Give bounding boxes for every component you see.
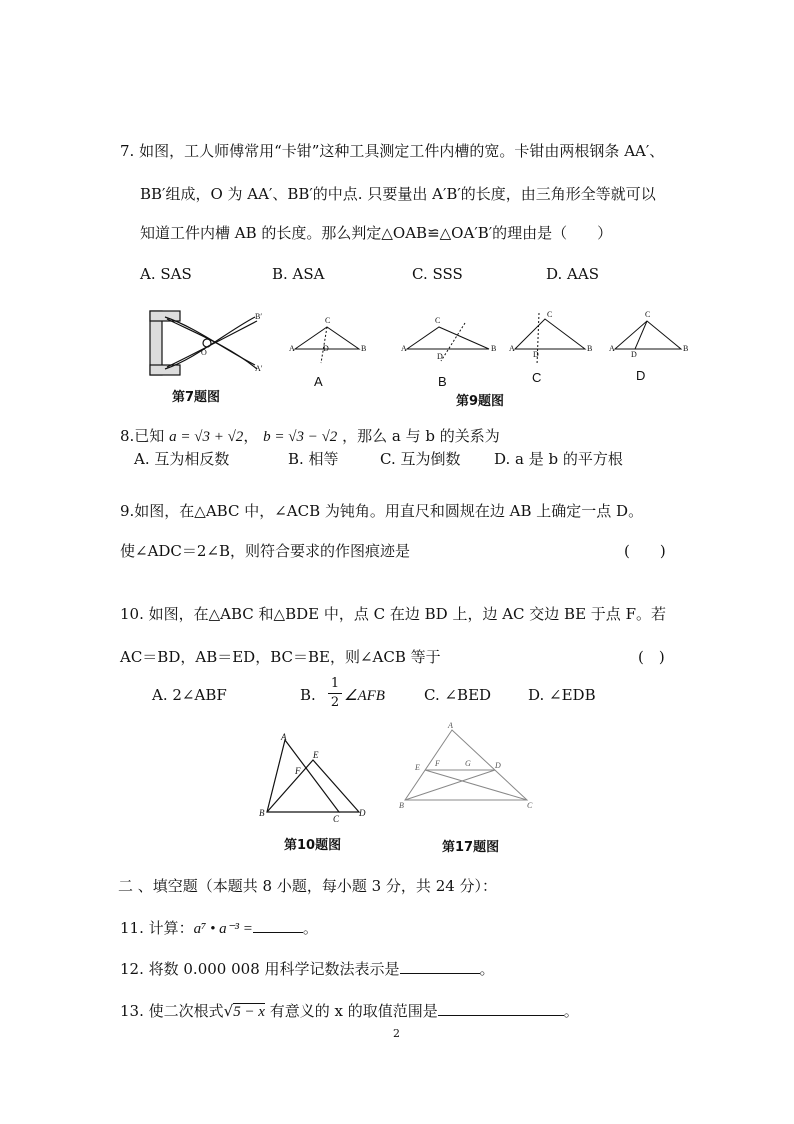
svg-text:A: A (289, 344, 295, 353)
svg-text:B′: B′ (255, 312, 263, 321)
fig10-caption: 第10题图 (284, 838, 342, 853)
q7-line1: 7. 如图，工人师傅常用“卡钳”这种工具测定工件内槽的宽。卡钳由两根钢条 AA′、 (120, 142, 665, 160)
svg-text:D: D (533, 350, 539, 359)
svg-text:B: B (683, 344, 689, 353)
q12-tail: 。 (479, 960, 495, 978)
q7-line2: BB′组成，O 为 AA′、BB′的中点. 只要量出 A′B′的长度，由三角形全等就可以 (140, 185, 656, 203)
fig9-label-a: A (314, 374, 323, 389)
fig10-figure (259, 732, 366, 824)
svg-text:D: D (495, 761, 501, 770)
svg-text:A′: A′ (255, 364, 263, 373)
svg-text:E: E (415, 763, 420, 772)
q10-answer-paren: ( ) (638, 648, 665, 666)
svg-text:A: A (448, 721, 453, 730)
svg-text:C: C (645, 310, 651, 319)
q8-option-a: A. 互为相反数 (134, 450, 230, 468)
q10-option-b: B. (300, 686, 316, 704)
q10-option-b-tail: ∠AFB (344, 688, 385, 704)
svg-text:D: D (359, 808, 366, 818)
svg-text:A: A (509, 344, 515, 353)
caliper-figure (150, 311, 263, 375)
fig9-option-b (401, 316, 496, 361)
q10-option-c: C. ∠BED (424, 686, 492, 704)
fig9-option-d (609, 310, 688, 359)
fig9-option-c (509, 310, 592, 365)
q12-prefix: 12. 将数 0.000 008 用科学记数法表示是 (120, 960, 400, 978)
q8-option-b: B. 相等 (288, 450, 339, 468)
q9-line1: 9.如图，在△ABC 中，∠ACB 为钝角。用直尺和圆规在边 AB 上确定一点 D。 (120, 502, 644, 520)
fig7-caption: 第7题图 (172, 390, 221, 405)
q11-prefix: 11. 计算： (120, 919, 194, 937)
sqrt-symbol: √ (223, 1002, 234, 1020)
q8-a-expr: a = √3 + √2 (169, 429, 244, 445)
q8-option-d: D. a 是 b 的平方根 (494, 450, 623, 468)
fig9-caption: 第9题图 (456, 394, 505, 409)
q13-radicand: 5 − x (233, 1004, 265, 1020)
fig9-label-b: B (438, 374, 447, 389)
svg-text:C: C (547, 310, 553, 319)
svg-text:E: E (313, 750, 319, 760)
q11-expr: a⁷ • a⁻³ = (193, 921, 253, 937)
q10-line1: 10. 如图，在△ABC 和△BDE 中，点 C 在边 BD 上，边 AC 交边 BE 于点 F。若 (120, 605, 666, 623)
page-number: 2 (393, 1027, 400, 1040)
q8-prefix: 8.已知 (120, 427, 165, 445)
svg-text:C: C (527, 801, 533, 810)
q13-tail: 。 (563, 1002, 579, 1020)
svg-text:F: F (295, 766, 301, 776)
q13-middle: 有意义的 x 的取值范围是 (269, 1002, 438, 1020)
q13-answer-blank[interactable] (438, 1001, 564, 1016)
fig9-label-c: C (532, 370, 542, 385)
svg-text:B: B (361, 344, 367, 353)
q8-stem: 8.已知 a = √3 + √2， b = √3 − √2 ，那么 a 与 b 的关系为 (120, 427, 500, 445)
fraction-denominator: 2 (330, 695, 340, 710)
q7-option-c: C. SSS (412, 265, 463, 283)
q9-line2: 使∠ADC＝2∠B，则符合要求的作图痕迹是 (120, 542, 411, 560)
fig9-option-a (289, 316, 366, 363)
svg-text:C: C (333, 814, 340, 824)
q7-option-a: A. SAS (140, 265, 192, 283)
q8-option-c: C. 互为倒数 (380, 450, 461, 468)
section2-title: 二 、填空题（本题共 8 小题，每小题 3 分，共 24 分）： (118, 877, 498, 895)
q8-b-expr: b = √3 − √2 (263, 429, 338, 445)
figures-row2 (255, 718, 555, 830)
svg-text:A: A (609, 344, 615, 353)
q7-option-b: B. ASA (272, 265, 325, 283)
q8-suffix: ，那么 a 与 b 的关系为 (342, 427, 500, 445)
svg-text:D: D (631, 350, 637, 359)
svg-text:D: D (437, 352, 443, 361)
fig17-figure (399, 721, 533, 810)
fig17-caption: 第17题图 (442, 840, 500, 855)
q10-option-d: D. ∠EDB (528, 686, 596, 704)
svg-text:O: O (201, 348, 207, 357)
q12 (120, 958, 495, 979)
q11-answer-blank[interactable] (253, 918, 303, 933)
svg-text:B: B (491, 344, 497, 353)
q10-option-a: A. 2∠ABF (152, 686, 227, 704)
svg-text:A: A (401, 344, 407, 353)
svg-text:F: F (435, 759, 440, 768)
q11 (120, 917, 318, 938)
svg-text:B: B (399, 801, 404, 810)
q7-option-d: D. AAS (546, 265, 599, 283)
q12-answer-blank[interactable] (400, 959, 480, 974)
figures-row1 (145, 305, 705, 385)
svg-text:D: D (323, 344, 329, 353)
q13-prefix: 13. 使二次根式 (120, 1002, 224, 1020)
svg-text:A: A (281, 732, 287, 742)
q9-answer-paren: ( ) (624, 542, 666, 560)
q13 (120, 1000, 579, 1021)
svg-text:C: C (325, 316, 331, 325)
q10-line2: AC＝BD，AB＝ED，BC＝BE，则∠ACB 等于 (120, 648, 441, 666)
svg-text:C: C (435, 316, 441, 325)
q7-line3: 知道工件内槽 AB 的长度。那么判定△OAB≌△OA′B′的理由是（ ） (140, 224, 613, 242)
fig9-label-d: D (636, 368, 646, 383)
fraction-numerator: 1 (328, 675, 342, 694)
svg-text:G: G (465, 759, 471, 768)
svg-text:B: B (259, 808, 265, 818)
svg-text:B: B (587, 344, 593, 353)
q10-option-b-fraction (328, 675, 342, 712)
q11-tail: 。 (302, 919, 318, 937)
